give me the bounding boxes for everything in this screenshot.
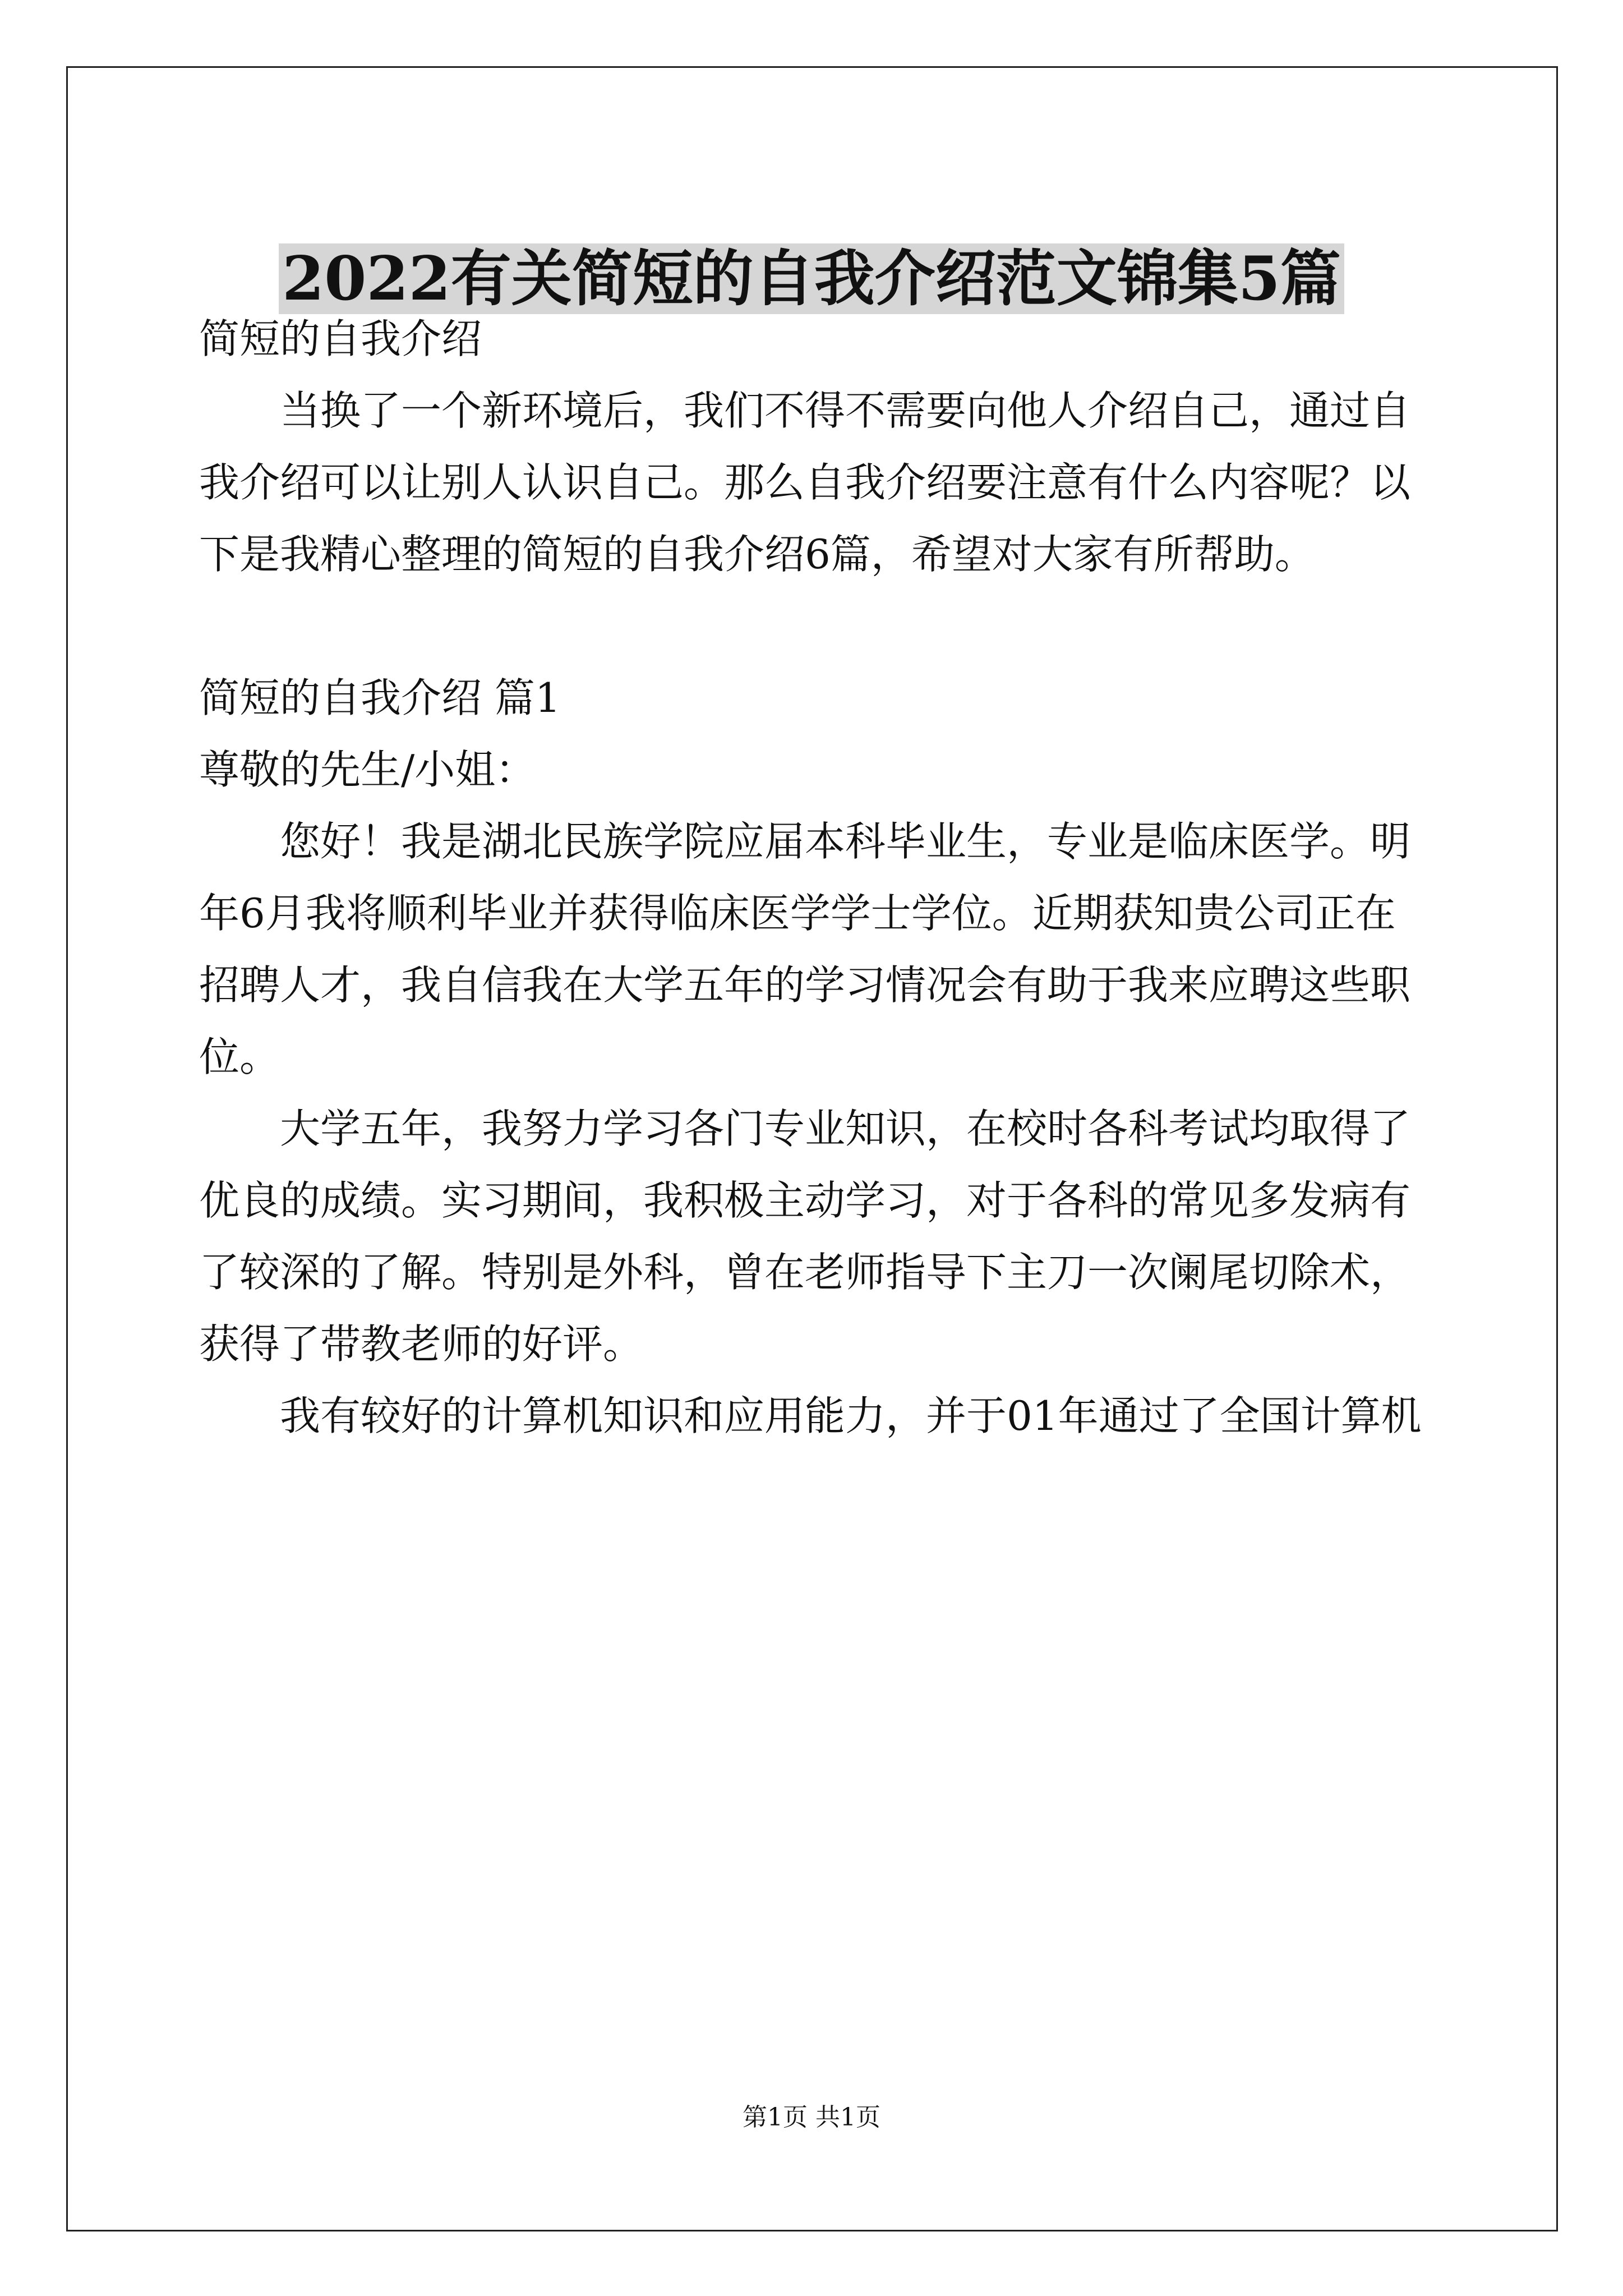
section-heading: 简短的自我介绍 xyxy=(199,315,482,362)
page-number: 第1页 共1页 xyxy=(743,2103,880,2132)
document-title-text: 2022有关简短的自我介绍范文锦集5篇 xyxy=(279,243,1344,314)
page-footer xyxy=(0,2101,1623,2134)
paragraph-line: 优良的成绩。实习期间，我积极主动学习，对于各科的常见多发病有 xyxy=(199,1177,1411,1224)
paragraph-line: 获得了带教老师的好评。 xyxy=(199,1320,644,1368)
paragraph-line: 您好！我是湖北民族学院应届本科毕业生，专业是临床医学。明 xyxy=(280,818,1411,865)
paragraph-line: 位。 xyxy=(199,1033,280,1080)
paragraph-line: 年6月我将顺利毕业并获得临床医学学士学位。近期获知贵公司正在 xyxy=(199,890,1396,937)
paragraph-line: 我有较好的计算机知识和应用能力，并于01年通过了全国计算机 xyxy=(280,1392,1422,1439)
salutation: 尊敬的先生/小姐： xyxy=(199,746,536,793)
paragraph-line: 我介绍可以让别人认识自己。那么自我介绍要注意有什么内容呢？以 xyxy=(199,459,1411,506)
paragraph-line: 大学五年，我努力学习各门专业知识，在校时各科考试均取得了 xyxy=(280,1105,1411,1152)
paragraph-line: 当换了一个新环境后，我们不得不需要向他人介绍自己，通过自 xyxy=(280,387,1411,434)
paragraph-line: 招聘人才，我自信我在大学五年的学习情况会有助于我来应聘这些职 xyxy=(199,961,1411,1009)
paragraph-line: 下是我精心整理的简短的自我介绍6篇，希望对大家有所帮助。 xyxy=(199,531,1315,578)
section-heading: 简短的自我介绍 篇1 xyxy=(199,674,561,721)
document-body xyxy=(199,303,1433,1452)
paragraph-line: 了较深的了解。特别是外科，曾在老师指导下主刀一次阑尾切除术， xyxy=(199,1249,1411,1296)
